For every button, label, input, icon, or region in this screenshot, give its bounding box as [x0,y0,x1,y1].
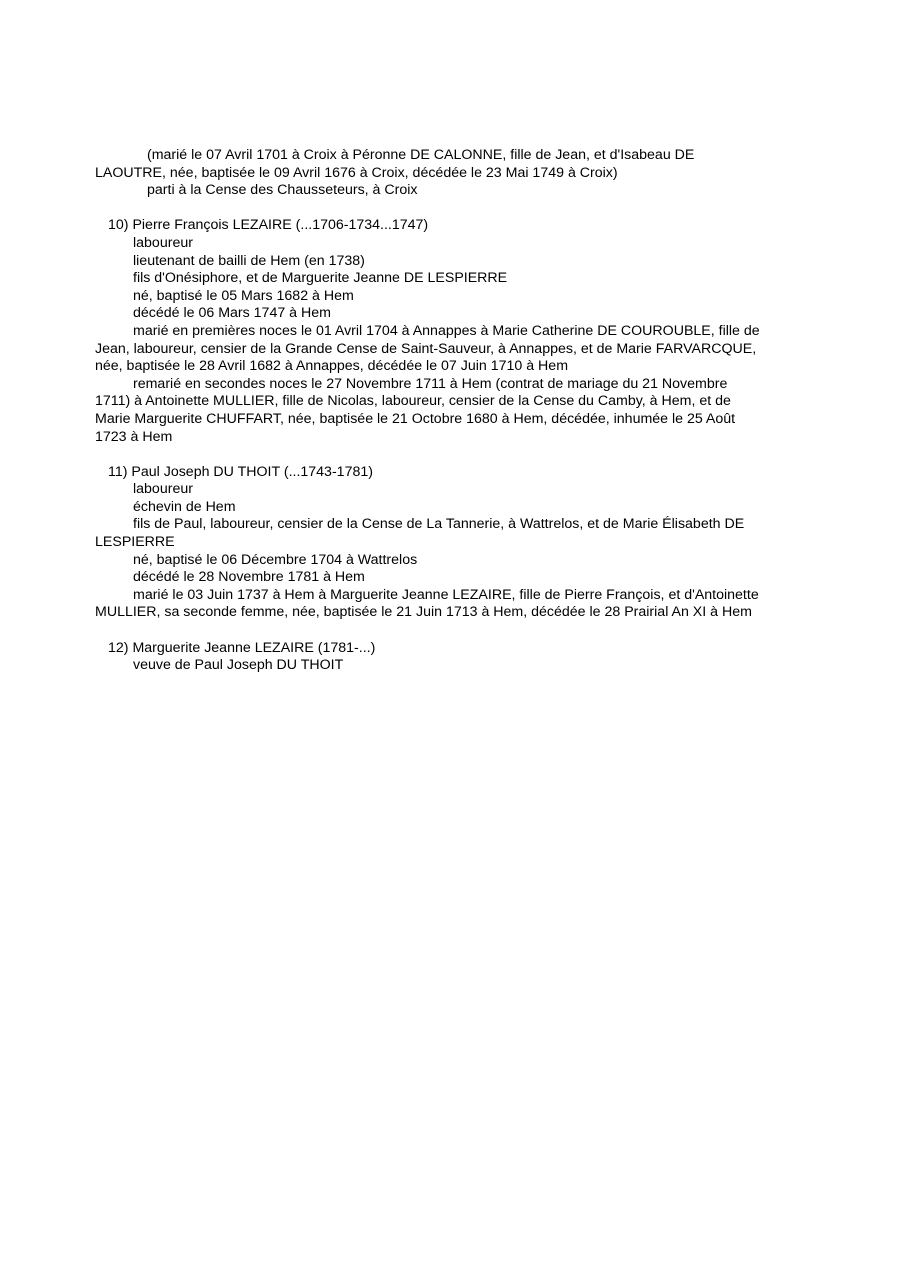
marriage-line: 1711) à Antoinette MULLIER, fille de Nicolas, laboureur, censier de la Cense du Camby, à Hem, et de [95,393,731,410]
marriage-line: MULLIER, sa seconde femme, née, baptisée le 21 Juin 1713 à Hem, décédée le 28 Prairial An XI à Hem [95,604,752,621]
entry-detail: décédé le 28 Novembre 1781 à Hem [133,569,365,586]
entry-header: 10) Pierre François LEZAIRE (...1706-1734...1747) [108,217,429,234]
marriage-line: Jean, laboureur, censier de la Grande Cense de Saint-Sauveur, à Annappes, et de Marie FARVARCQUE, [95,340,757,357]
entry-header: 12) Marguerite Jeanne LEZAIRE (1781-...) [108,639,376,656]
entry-detail: échevin de Hem [133,498,236,515]
intro-line: LAOUTRE, née, baptisée le 09 Avril 1676 à Croix, décédée le 23 Mai 1749 à Croix) [95,164,618,181]
entry-detail: fils d'Onésiphore, et de Marguerite Jeanne DE LESPIERRE [133,270,508,287]
paragraph-gap [95,622,825,640]
entry-detail: lieutenant de bailli de Hem (en 1738) [133,252,365,269]
paragraph-gap [95,446,825,464]
entry-detail: né, baptisé le 06 Décembre 1704 à Wattrelos [133,551,418,568]
intro-line: (marié le 07 Avril 1701 à Croix à Péronne DE CALONNE, fille de Jean, et d'Isabeau DE [147,147,695,163]
marriage-line: née, baptisée le 28 Avril 1682 à Annappes, décédée le 07 Juin 1710 à Hem [95,358,569,375]
entry-detail: fils de Paul, laboureur, censier de la Cense de La Tannerie, à Wattrelos, et de Marie Élisabeth DE [133,516,745,533]
marriage-line: remarié en secondes noces le 27 Novembre 1711 à Hem (contrat de mariage du 21 Novembre [133,375,728,392]
entry-12 [95,640,825,675]
marriage-line: 1723 à Hem [95,428,173,445]
entry-detail: né, baptisé le 05 Mars 1682 à Hem [133,287,354,304]
paragraph-gap [95,200,825,218]
entry-header: 11) Paul Joseph DU THOIT (...1743-1781) [108,463,373,480]
entry-detail: veuve de Paul Joseph DU THOIT [133,657,344,674]
intro-line: parti à la Cense des Chausseteurs, à Croix [147,182,418,199]
entry-detail: laboureur [133,234,193,251]
intro-paragraph [95,147,825,200]
entry-11 [95,464,825,622]
marriage-line: marié le 03 Juin 1737 à Hem à Marguerite Jeanne LEZAIRE, fille de Pierre François, et d'Antoinette [133,586,759,603]
entry-detail: LESPIERRE [95,534,175,551]
entry-10 [95,217,825,446]
genealogy-text [95,147,825,675]
entry-detail: décédé le 06 Mars 1747 à Hem [133,305,331,322]
marriage-line: Marie Marguerite CHUFFART, née, baptisée le 21 Octobre 1680 à Hem, décédée, inhumée le 25 Août [95,410,736,427]
entry-detail: laboureur [133,481,193,498]
marriage-line: marié en premières noces le 01 Avril 1704 à Annappes à Marie Catherine DE COUROUBLE, fille de [133,322,760,339]
